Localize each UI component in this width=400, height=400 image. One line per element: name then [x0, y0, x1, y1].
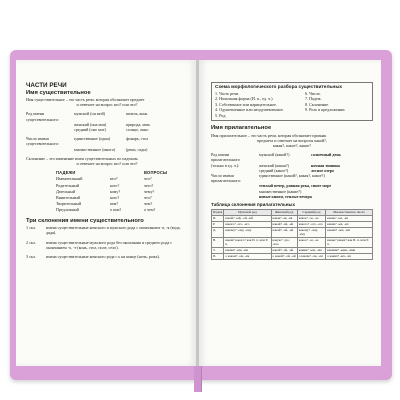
adjective-declension-table — [211, 202, 373, 260]
morph-schema-box — [211, 82, 373, 121]
gender-row: Род имени существительного: мужской (он мой) шмель, конь — [26, 111, 148, 122]
declension-row: 2 скл. имена существительные мужского рода без окончания и среднего рода с окончанием -о, -е (конь, стол, поле, село). — [26, 239, 173, 250]
table-row: П. о каком? -ом, -ем о какой? -ой, -ей о каком? -ом, -ем о каких? -ых, -их — [212, 253, 373, 259]
table-row: И. какой? -ый, -ой, -ий какая? -ая, -яя какое? -ое, -ее какие? -ые, -ие — [212, 215, 373, 221]
case-row: Винительный кого? что? — [56, 195, 152, 201]
noun-intro-1: Имя существительное – это часть речи, которая обозначает предмет — [26, 97, 145, 102]
table-row: Д. какому? -ому, -ему какой? -ой, -ей какому? -ому, -ему каким? -ым, -им — [212, 227, 373, 237]
schema-row: 5. Род. — [215, 112, 227, 118]
table-caption: Таблица склонения прилагательных — [211, 201, 296, 207]
adj-row: Число имени прилагательного: единственное (какой?, какая?, какое?) — [211, 172, 325, 184]
gender-row: средний (оно мое) солнце, окно — [74, 127, 149, 133]
table-row: Т. каким? -ым, -им какой? -ой, -ей каким? -ым, -им какими? -ыми, -ими — [212, 247, 373, 253]
declension-row: 1 скл. имена существительные женского и мужского рода с окончанием -а, -я (вода, дядя). — [26, 225, 181, 236]
adj-row: теплый вечер, равная река, синее море — [259, 183, 332, 189]
adj-row: новые книги, теплые вечера — [259, 193, 312, 199]
page-title: ЧАСТИ РЕЧИ — [26, 82, 67, 89]
adj-row: средний (какое?) лесное озеро — [259, 167, 335, 173]
schema-row: 2. Начальная форма (И. п., ед. ч.). 7. Падеж. — [215, 96, 322, 102]
declension-table — [211, 209, 373, 260]
declension-title: Три склонения имени существительного — [26, 217, 144, 224]
right-page — [199, 60, 381, 366]
adj-intro-2: предмета и отвечает на вопросы какой?, — [257, 137, 327, 143]
number-row: Число имени существительного: единственное (один) фонарь, стол — [26, 136, 149, 147]
number-row: множественное (много) (реки, сады) — [74, 146, 148, 152]
schema-title: Схема морфологического разбора существительных — [215, 85, 343, 90]
noun-intro-2: и отвечает на вопрос кто? или что? — [76, 102, 138, 108]
adj-intro-1: Имя прилагательное – это часть речи, которая обозначает признак — [211, 132, 327, 138]
case-row: Родительный кого? чего? — [56, 182, 154, 188]
section-title-noun: Имя существительное — [26, 89, 91, 96]
case-row: Именительный кто? что? — [56, 176, 152, 182]
case-row: Дательный кому? чему? — [56, 188, 155, 194]
cases-table — [56, 170, 188, 213]
table-header-row: Падеж Мужской род Женский род Средний род Множественное число — [212, 209, 373, 215]
cases-header: ПАДЕЖИ ВОПРОСЫ — [56, 170, 168, 176]
schema-row: 1. Часть речи. 6. Число. — [215, 91, 321, 96]
declension-intro-1: Склонение – это изменение имен существительных по падежам. — [26, 155, 139, 161]
declension-intro-2: и отвечает на вопрос кто? или что? — [76, 161, 138, 167]
adj-row: (только в ед. ч.): женский (какая?) ночная тишина — [211, 162, 340, 168]
adj-intro-3: какая?, какое?, какие? — [272, 142, 312, 148]
table-row: Р. какого? -ого, -его какой? -ой, -ей какого? -ого, -его каких? -ых, -их — [212, 221, 373, 227]
section-title-adjective: Имя прилагательное — [211, 125, 272, 132]
schema-row: 3. Собственное или нарицательное. 8. Склонение. — [215, 101, 330, 107]
adj-row: множественное (какие?) — [259, 188, 302, 194]
schema-row: 4. Одушевленное или неодушевленное. 9. Роль в предложении. — [215, 107, 346, 113]
table-row: В. какой? какого? как И. п. или Р. п. какую? -ую, -юю какое? -ое, -ее какие? каких? как И. п. или Р. п. — [212, 237, 373, 247]
gender-row: женский (она моя) природа, мать — [74, 121, 151, 127]
case-row: Предложный о ком? о чем? — [56, 207, 156, 213]
case-row: Творительный кем? чем? — [56, 201, 153, 207]
left-page — [16, 60, 196, 366]
declension-row: 3 скл. имена существительные женского рода с ь на конце (ночь, рожь). — [26, 253, 160, 259]
adj-row: Род имени прилагательного мужской (какой?) солнечный день — [211, 152, 341, 163]
